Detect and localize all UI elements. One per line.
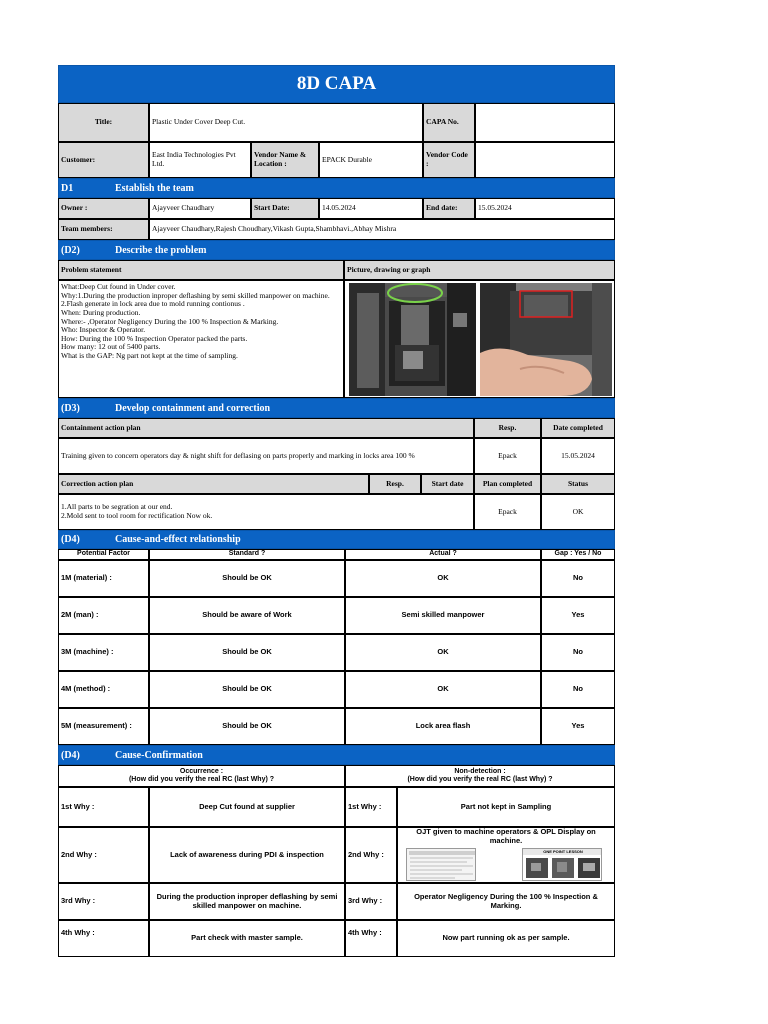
status-header: Status [541, 474, 615, 494]
why-label-right: 4th Why : [345, 920, 397, 957]
actual-cell: OK [345, 671, 541, 708]
occurrence-cell: Deep Cut found at supplier [149, 787, 345, 827]
correction-header: Correction action plan [58, 474, 369, 494]
customer-label: Customer: [58, 142, 149, 178]
nondetection-text: OJT given to machine operators & OPL Display on machine. [416, 827, 596, 845]
actual-cell: Semi skilled manpower [345, 597, 541, 634]
factor-cell: 3M (machine) : [58, 634, 149, 671]
vendor-label: Vendor Name & Location : [251, 142, 319, 178]
gap-header: Gap : Yes / No [541, 549, 615, 560]
gap-cell: No [541, 560, 615, 597]
gap-cell: Yes [541, 708, 615, 745]
occurrence-cell: During the production inproper deflashing by semi skilled manpower on machine. [149, 883, 345, 920]
vendor-value: EPACK Durable [319, 142, 423, 178]
factor-cell: 5M (measurement) : [58, 708, 149, 745]
capa-no-value [475, 103, 615, 142]
d3-code: (D3) [61, 402, 80, 414]
gap-cell: No [541, 634, 615, 671]
training-record-image [406, 848, 476, 881]
d3-section-header [58, 398, 615, 418]
vendor-code-label: Vendor Code : [423, 142, 475, 178]
why-label-right: 1st Why : [345, 787, 397, 827]
actual-header: Actual ? [345, 549, 541, 560]
gap-cell: No [541, 671, 615, 708]
actual-cell: Lock area flash [345, 708, 541, 745]
team-members-value: Ajayveer Chaudhary,Rajesh Choudhary,Vikash Gupta,Shambhavi.,Abhay Mishra [149, 219, 615, 240]
occurrence-cell: Part check with master sample. [149, 920, 345, 957]
owner-label: Owner : [58, 198, 149, 219]
title-label: Title: [58, 103, 149, 142]
d1-section-header [58, 178, 615, 198]
correction-text: 1.All parts to be segration at our end. 2.Mold sent to tool room for rectification Now ok. [58, 494, 474, 530]
containment-date: 15.05.2024 [541, 438, 615, 474]
d4b-code: (D4) [61, 749, 80, 761]
problem-statement-text: What:Deep Cut found in Under cover. Why:1.During the production inproper deflashing by semi skilled manpower on machine. 2.Flash generate in lock area due to mold running contionus . When: During production. Where:- ,Operator Negligency During the 100 % Inspection & Marking. Who: Inspector & Operator. How: During the 100 % Inspection Operator packed the parts. How many: 12 out of 5400 parts. What is the GAP: Ng part not kept at the time of sampling. [58, 280, 344, 398]
nondetection-cell: Operator Negligency During the 100 % Inspection & Marking. [397, 883, 615, 920]
why-label-left: 3rd Why : [58, 883, 149, 920]
start-date-header: Start date [421, 474, 474, 494]
d2-code: (D2) [61, 244, 80, 256]
correction-plan-completed: Epack [474, 494, 541, 530]
containment-resp: Epack [474, 438, 541, 474]
picture-cell [344, 280, 615, 398]
date-completed-header: Date completed [541, 418, 615, 438]
d1-code: D1 [61, 182, 74, 194]
capa-no-label: CAPA No. [423, 103, 475, 142]
d4-title: Cause-and-effect relationship [115, 534, 241, 545]
nondetection-cell: Now part running ok as per sample. [397, 920, 615, 957]
plan-completed-header: Plan completed [474, 474, 541, 494]
nondetection-cell [397, 827, 615, 883]
d4b-title: Cause-Confirmation [115, 749, 203, 761]
team-members-label: Team members: [58, 219, 149, 240]
factor-header: Potential Factor [58, 549, 149, 560]
correction-status: OK [541, 494, 615, 530]
factor-cell: 4M (method) : [58, 671, 149, 708]
customer-value: East India Technologies Pvt Ltd. [149, 142, 251, 178]
standard-cell: Should be aware of Work [149, 597, 345, 634]
occurrence-header: Occurrence : (How did you verify the real RC (last Why) ? [58, 765, 345, 787]
document-title: 8D CAPA [58, 65, 615, 103]
defect-photo-hand [480, 283, 612, 396]
d2-title: Describe the problem [115, 244, 207, 256]
standard-cell: Should be OK [149, 560, 345, 597]
factor-cell: 1M (material) : [58, 560, 149, 597]
nondetection-cell: Part not kept in Sampling [397, 787, 615, 827]
standard-cell: Should be OK [149, 671, 345, 708]
title-value: Plastic Under Cover Deep Cut. [149, 103, 423, 142]
actual-cell: OK [345, 634, 541, 671]
opl-display-image [522, 848, 602, 881]
why-label-right: 2nd Why : [345, 827, 397, 883]
gap-cell: Yes [541, 597, 615, 634]
start-date-value: 14.05.2024 [319, 198, 423, 219]
d4-section-header [58, 530, 615, 549]
standard-cell: Should be OK [149, 708, 345, 745]
end-date-value: 15.05.2024 [475, 198, 615, 219]
end-date-label: End date: [423, 198, 475, 219]
containment-header: Containment action plan [58, 418, 474, 438]
defect-photo-part [349, 283, 476, 396]
occurrence-cell: Lack of awareness during PDI & inspection [149, 827, 345, 883]
why-label-left: 4th Why : [58, 920, 149, 957]
correction-resp-header: Resp. [369, 474, 421, 494]
nondetection-header: Non-detection : (How did you verify the real RC (last Why) ? [345, 765, 615, 787]
d2-section-header [58, 240, 615, 260]
vendor-code-value [475, 142, 615, 178]
start-date-label: Start Date: [251, 198, 319, 219]
factor-cell: 2M (man) : [58, 597, 149, 634]
actual-cell: OK [345, 560, 541, 597]
d4-confirmation-section-header [58, 745, 615, 765]
standard-cell: Should be OK [149, 634, 345, 671]
containment-text: Training given to concern operators day & night shift for deflasing on parts properly and marking in locks area 100 % [58, 438, 474, 474]
why-label-right: 3rd Why : [345, 883, 397, 920]
opl-image-caption: ONE POINT LESSON [543, 849, 583, 854]
standard-header: Standard ? [149, 549, 345, 560]
why-label-left: 2nd Why : [58, 827, 149, 883]
picture-header: Picture, drawing or graph [344, 260, 615, 280]
containment-resp-header: Resp. [474, 418, 541, 438]
owner-value: Ajayveer Chaudhary [149, 198, 251, 219]
why-label-left: 1st Why : [58, 787, 149, 827]
d4-code: (D4) [61, 534, 80, 545]
problem-statement-header: Problem statement [58, 260, 344, 280]
d3-title: Develop containment and correction [115, 402, 271, 414]
d1-title: Establish the team [115, 182, 194, 194]
